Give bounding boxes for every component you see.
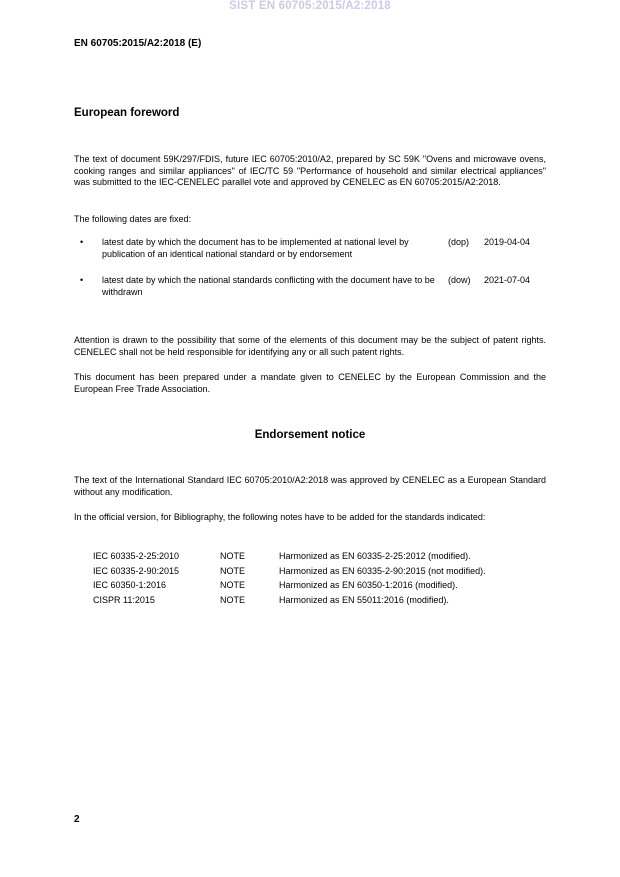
mandate-paragraph: This document has been prepared under a mandate given to CENELEC by the European Commission and the European Free Trade Association.	[74, 372, 546, 394]
document-header: EN 60705:2015/A2:2018 (E)	[74, 38, 202, 49]
watermark: SIST EN 60705:2015/A2:2018	[229, 0, 391, 12]
notes-intro: In the official version, for Bibliography, the following notes have to be added for the standards indicated:	[74, 512, 486, 522]
date-item-code: (dop)	[448, 237, 470, 247]
note-kind: NOTE	[220, 551, 246, 561]
endorsement-paragraph: The text of the International Standard IEC 60705:2010/A2:2018 was approved by CENELEC as a European Standard without any modification.	[74, 475, 546, 497]
note-standard: CISPR 11:2015	[93, 594, 155, 605]
date-item-date: 2019-04-04	[484, 237, 531, 247]
date-item-text: latest date by which the document has to be implemented at national level by publication of an identical national standard or by endorsement	[102, 237, 409, 259]
note-description: Harmonized as EN 60335-2-25:2012 (modified).	[279, 551, 471, 561]
dates-intro: The following dates are fixed:	[74, 214, 192, 224]
note-row	[93, 593, 553, 608]
notes-table	[93, 549, 553, 607]
date-item-text: latest date by which the national standards conflicting with the document have to be withdrawn	[102, 275, 435, 297]
endorsement-title: Endorsement notice	[254, 429, 366, 441]
note-kind: NOTE	[220, 565, 246, 576]
note-row	[93, 564, 553, 579]
note-description: Harmonized as EN 60335-2-90:2015 (not modified).	[279, 565, 486, 576]
date-item-code: (dow)	[448, 275, 471, 285]
note-kind: NOTE	[220, 580, 246, 590]
note-description: Harmonized as EN 60350-1:2016 (modified).	[279, 580, 458, 590]
date-item-date: 2021-07-04	[484, 275, 531, 285]
foreword-intro-paragraph: The text of document 59K/297/FDIS, future IEC 60705:2010/A2, prepared by SC 59K "Ovens and microwave ovens, cooking ranges and similar appliances" of IEC/TC 59 "Performance of household and similar electrical appliances" was submitted to the IEC-CENELEC parallel vote and approved by CENELEC as EN 60705:2015/A2:2018.	[74, 154, 546, 187]
page-number: 2	[74, 814, 80, 825]
note-standard: IEC 60335-2-90:2015	[93, 565, 180, 576]
patent-paragraph: Attention is drawn to the possibility that some of the elements of this document may be the subject of patent rights. CENELEC shall not be held responsible for identifying any or all such patent rights.	[74, 335, 546, 357]
foreword-title: European foreword	[74, 107, 180, 119]
note-description: Harmonized as EN 55011:2016 (modified).	[279, 594, 449, 605]
note-standard: IEC 60335-2-25:2010	[93, 551, 180, 561]
note-kind: NOTE	[220, 594, 246, 605]
note-row	[93, 549, 553, 564]
note-row	[93, 578, 553, 593]
note-standard: IEC 60350-1:2016	[93, 580, 167, 590]
bullet-icon: •	[80, 237, 84, 247]
bullet-icon: •	[80, 275, 84, 285]
